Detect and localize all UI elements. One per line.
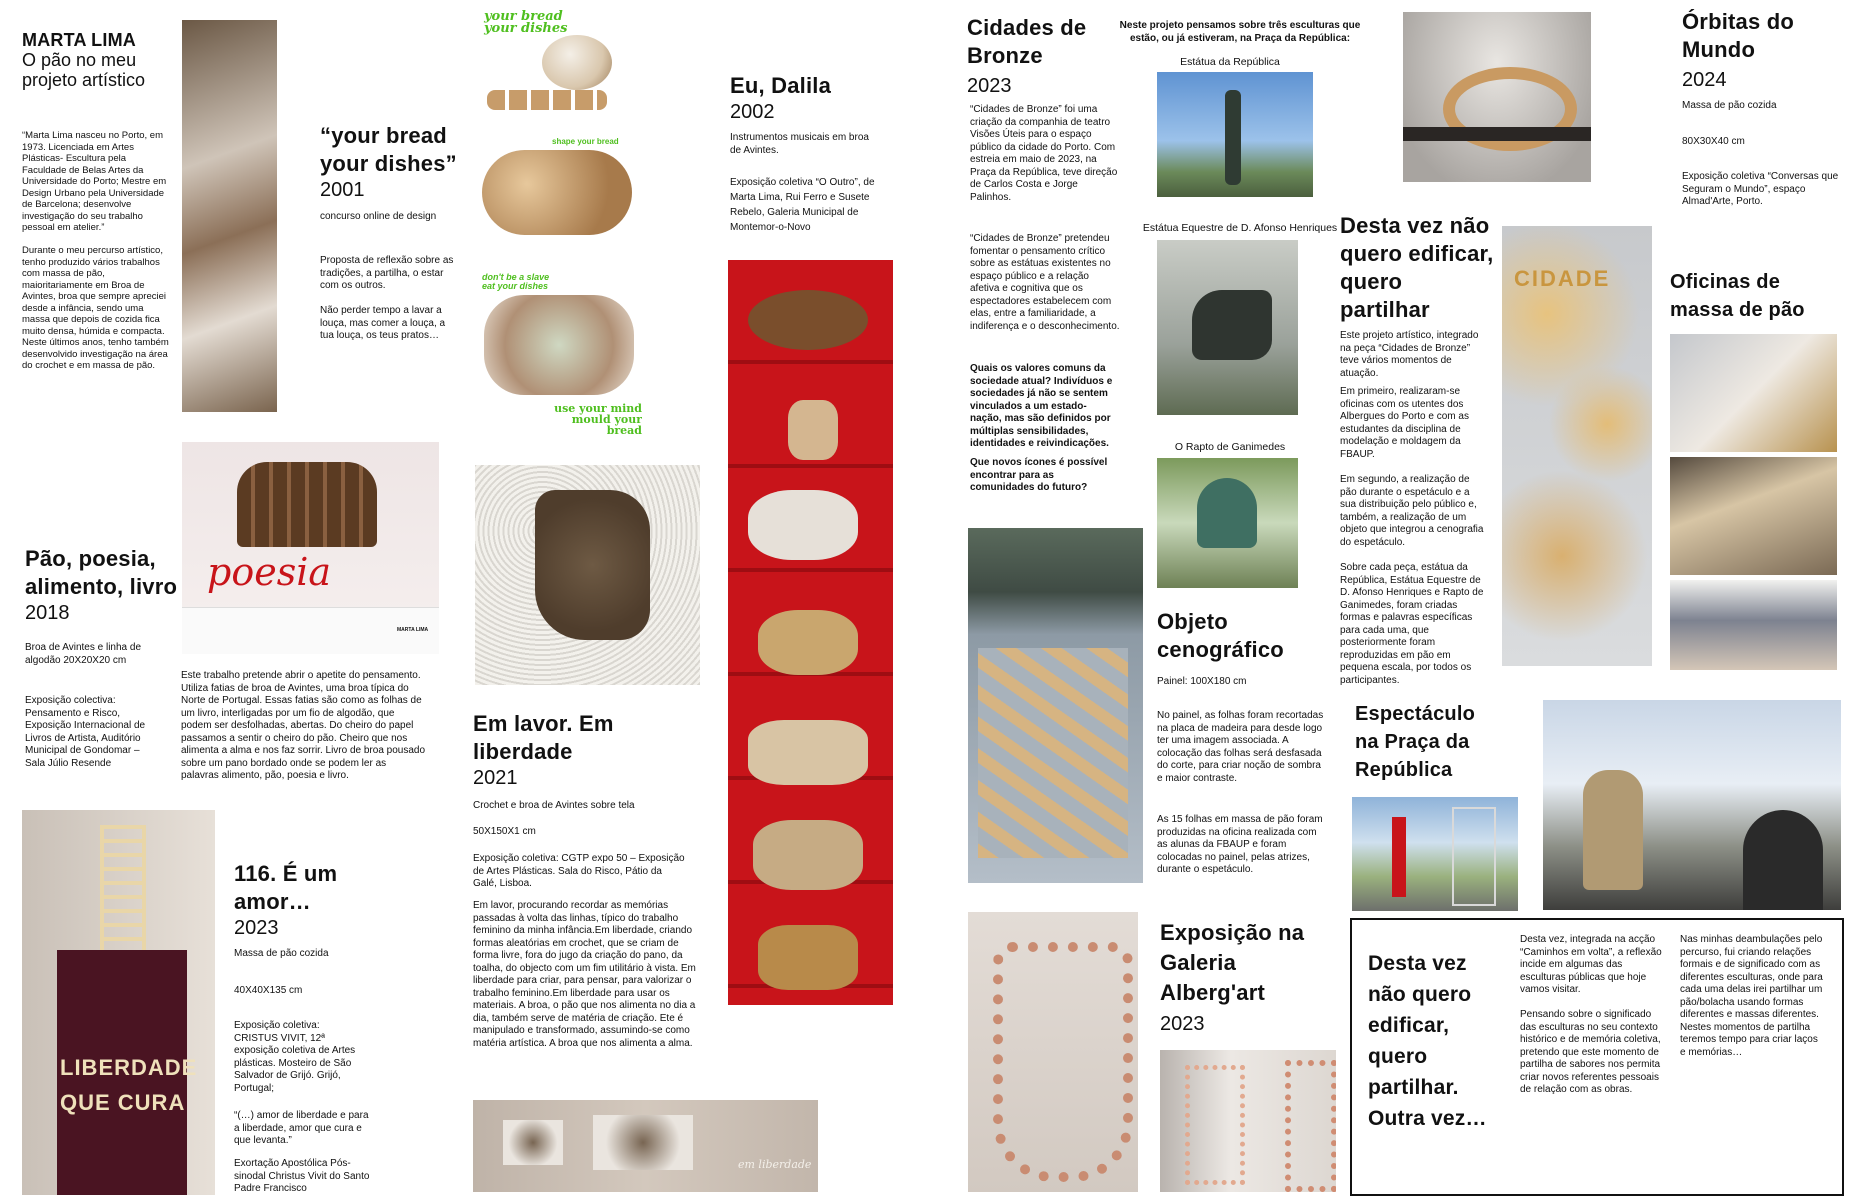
- bread-closeup-photo: [182, 20, 277, 412]
- poesia-img-word: poesia: [207, 550, 332, 594]
- marta-subtitle: O pão no meu projeto artístico: [22, 50, 146, 90]
- partilhar-p2: Em primeiro, realizaram-se oficinas com os utentes dos Albergues do Porto e com as estudantes da disciplina de modelação e moldagem da FBAUP.: [1340, 386, 1469, 460]
- espectaculo-title-block: [1355, 700, 1515, 784]
- partilhar-bread-shapes-photo: [1502, 226, 1652, 666]
- amor-source: Exortação Apostólica Pós-sinodal Christus Vivit do Santo Padre Francisco: [234, 1158, 370, 1194]
- oficinas-title-block: [1670, 268, 1830, 324]
- lavor-text: Em lavor, procurando recordar as memórias passadas à volta das linhas, típico do trabalho feminino da minha infância.Em liberdade, criando formas aleatórias em crochet, que se criam de forma livre, fora do jugo da criação do pano, da toalha, do objecto com um fim utilitário à vista. Em liberdade para criar, para pensar, para valorizar o trabalho feminino.Em liberdade para usar os materiais. A broa, o pão que nos alimenta no dia a dia, também serve de matéria de criação. Ete é manipulado e transformado, assumindo-se como matéria artística. A broa que nos alimenta a alma.: [473, 900, 696, 1049]
- amor-sculpture-photo: [22, 810, 215, 1195]
- author-name: MARTA LIMA: [22, 30, 136, 50]
- caption-estatua-equestre: Estátua Equestre de D. Afonso Henriques: [1142, 222, 1338, 234]
- objeto-workshop-photo: [968, 528, 1143, 883]
- objeto-painel: Painel: 100X180 cm: [1157, 676, 1247, 687]
- poesia-expo: Exposição colectiva: Pensamento e Risco, Exposição Internacional de Livros de Artista, Auditório Municipal de Gondomar – Sala Júlio Resende: [25, 695, 146, 769]
- orbitas-dims: 80X30X40 cm: [1682, 136, 1745, 147]
- dalila-title: Eu, Dalila: [730, 73, 832, 98]
- partilhar-img-word: CIDADE: [1514, 266, 1611, 291]
- amor-title: 116. É um amor…: [234, 861, 338, 914]
- lavor-dims: 50X150X1 cm: [473, 826, 536, 837]
- poesia-title-block: [25, 545, 180, 625]
- yourbread-img-bottom-text: use your mind mould your bread: [554, 402, 642, 437]
- oficinas-photo-3: [1670, 580, 1837, 670]
- cidades-q1: Quais os valores comuns da sociedade atual? Indivíduos e sociedades já não se sentem vinculados a um estado- nação, mas são definidos por múltiplas sensibilidades, identidades e reivindicações.: [970, 363, 1113, 449]
- cidades-title-block: [967, 14, 1107, 98]
- partilhar-p4: Sobre cada peça, estátua da República, Estátua Equestre de D. Afonso Henriques e Rapto de Ganimedes, foram criadas formas e palavras específicas para cada uma, que posteriormente foram reproduzidas em pão em pequena escala, por todos os participantes.: [1340, 562, 1484, 686]
- objeto-p1: No painel, as folhas foram recortadas na placa de madeira para desde logo ter uma imagem associada. A colocação das folhas será desfasada do corte, para criar noção de sombra e maior contraste.: [1157, 710, 1324, 784]
- alberg-title: Exposição na Galeria Alberg'art: [1160, 920, 1305, 1005]
- yourbread-img-top-text: your bread your dishes: [484, 9, 568, 36]
- partilhar-title-block: [1340, 212, 1510, 324]
- amor-dims: 40X40X135 cm: [234, 985, 303, 996]
- lavor-crochet-photo: [475, 465, 700, 685]
- yourbread-text: Proposta de reflexão sobre as tradições, a partilha, o estar com os outros. Não perder tempo a lavar a louça, mas comer a louça, a tua louça, os teus pratos…: [320, 255, 454, 341]
- poesia-book-photo: [182, 442, 439, 654]
- objeto-p2: As 15 folhas em massa de pão foram produzidas na oficina realizada com as alunas da FBAUP e foram colocadas no painel, pelas atrizes, durante o espetáculo.: [1157, 814, 1323, 875]
- amor-img-word2: QUE CURA: [60, 1090, 186, 1115]
- marta-title-block: [22, 30, 172, 90]
- espectaculo-scaffold-photo: [1352, 797, 1518, 911]
- dalila-text: Instrumentos musicais em broa de Avintes.: [730, 132, 869, 156]
- caption-estatua-republica: Estátua da República: [1180, 56, 1280, 68]
- lavor-material: Crochet e broa de Avintes sobre tela: [473, 800, 635, 811]
- marta-bio: “Marta Lima nasceu no Porto, em 1973. Licenciada em Artes Plásticas- Escultura pela Faculdade de Belas Artes da Universidade do Porto; Mestre em Design Urbano pela Universidade de Barcelona; desenvolve investigação do seu trabalho pessoal em atelier.” Durante o meu percurso artístico, tenho produzido vários trabalhos com massa de pão, maioritariamente em Broa de Avintes, broa que sempre apreciei desde a infância, sendo uma massa que depois de cozida fica muito densa, húmida e compacta. Neste últimos anos, tenho também desenvolvido investigação na área do crochet e em massa de pão.: [22, 130, 169, 371]
- poesia-year: 2018: [25, 602, 70, 624]
- lavor-img-word: em liberdade: [738, 1158, 812, 1171]
- outravez-title: Desta vez não quero edificar, quero partilhar. Outra vez…: [1368, 952, 1487, 1130]
- amor-year: 2023: [234, 917, 279, 939]
- amor-expo: Exposição coletiva: CRISTUS VIVIT, 12ª exposição coletiva de Artes plásticas. Mosteiro de São Salvador de Grijó. Grijó, Portugal;: [234, 1020, 356, 1094]
- dalila-year: 2002: [730, 101, 775, 123]
- rapto-ganimedes-photo: [1157, 458, 1298, 588]
- orbitas-year: 2024: [1682, 69, 1727, 91]
- lavor-title-block: [473, 710, 673, 790]
- cidades-p1: “Cidades de Bronze” foi uma criação da companhia de teatro Visões Úteis para o espaço público da cidade do Porto. Com estreia em maio de 2023, na Praça da República, teve direção de Carlos Costa e Jorge Palinhos.: [970, 104, 1118, 203]
- yourbread-title-block: [320, 122, 480, 202]
- yourbread-year: 2001: [320, 179, 365, 201]
- outravez-col1: Desta vez, integrada na acção “Caminhos em volta”, a reflexão incide em algumas das esculturas públicas que hoje vamos visitar. Pensando sobre o significado das esculturas no seu contexto histórico e de memória coletiva, pretendo que este momento de partilha de sabores nos permita criar novos referentes pessoais de relação com as obras.: [1520, 934, 1662, 1095]
- poesia-text: Este trabalho pretende abrir o apetite do pensamento. Utiliza fatias de broa de Avintes, uma broa típica do Norte de Portugal. Essas fatias são como as folhas de um livro, interligadas por um fio de algodão, que podem ser desfolhadas, abertas. Do cheiro do papel passamos a sentir o cheiro do pão. Cheiro que nos alimenta a alma e nos faz sorrir. Livro de broa pousado sobre um pano bordado onde se podem ler as palavras alimento, pão, poesia e livro.: [181, 670, 426, 781]
- partilhar-p1: Este projeto artístico, integrado na peça “Cidades de Bronze” teve vários momentos de atuação.: [1340, 330, 1479, 379]
- amor-title-block: [234, 860, 384, 940]
- objeto-title-block: [1157, 608, 1327, 664]
- cidades-q2: Que novos ícones é possível encontrar para as comunidades do futuro?: [970, 457, 1108, 493]
- lavor-title: Em lavor. Em liberdade: [473, 711, 614, 764]
- poesia-title: Pão, poesia, alimento, livro: [25, 546, 178, 599]
- outravez-title-block: [1368, 948, 1508, 1134]
- lavor-canvas-photo: [473, 1100, 818, 1192]
- yourbread-title: “your bread your dishes”: [320, 123, 457, 176]
- cidades-title: Cidades de Bronze: [967, 15, 1087, 68]
- partilhar-title: Desta vez não quero edificar, quero partilhar: [1340, 213, 1494, 322]
- dalila-expo: Exposição coletiva “O Outro”, de Marta Lima, Rui Ferro e Susete Rebelo, Galeria Municipal de Montemor-o-Novo: [730, 177, 875, 233]
- amor-img-word1: LIBERDADE: [60, 1055, 198, 1080]
- amor-material: Massa de pão cozida: [234, 948, 329, 959]
- outravez-col2: Nas minhas deambulações pelo percurso, fui criando relações formais e de significado com as diferentes esculturas, onde para cada uma delas irei partilhar um pão/bolacha usando formas diferentes e massas diferentes. Nestes momentos de partilha teremos tempo para criar laços e memórias…: [1680, 934, 1823, 1058]
- alberg-year: 2023: [1160, 1013, 1205, 1035]
- cidades-year: 2023: [967, 75, 1012, 97]
- orbitas-title: Órbitas do Mundo: [1682, 9, 1795, 62]
- poesia-img-label: MARTA LIMA: [397, 627, 429, 633]
- alberg-gallery-photo: [1160, 1050, 1336, 1192]
- espectaculo-crowd-photo: [1543, 700, 1841, 910]
- orbitas-sculpture-photo: [1403, 12, 1591, 182]
- esculturas-intro: Neste projeto pensamos sobre três esculturas que estão, ou já estiveram, na Praça da República:: [1119, 20, 1361, 44]
- alberg-title-block: [1160, 918, 1330, 1036]
- estatua-republica-photo: [1157, 72, 1313, 197]
- orbitas-expo: Exposição coletiva “Conversas que Seguram o Mundo”, espaço Almad'Arte, Porto.: [1682, 171, 1839, 207]
- yourbread-collage: [472, 5, 642, 440]
- dalila-title-block: [730, 72, 890, 124]
- yourbread-img-mid-text: shape your bread: [552, 137, 619, 146]
- yourbread-img-low-text: don't be a slave eat your dishes: [482, 272, 550, 291]
- alberg-bread-sculpture-photo: [968, 912, 1138, 1192]
- espectaculo-title: Espectáculo na Praça da República: [1355, 703, 1476, 781]
- oficinas-photo-1: [1670, 334, 1837, 452]
- objeto-title: Objeto cenográfico: [1157, 609, 1284, 662]
- oficinas-title: Oficinas de massa de pão: [1670, 271, 1805, 321]
- partilhar-p3: Em segundo, a realização de pão durante o espetáculo e a sua distribuição pelo público e, também, a realização de um objeto que integrou a cenografia do espetáculo.: [1340, 474, 1484, 548]
- caption-rapto-ganimedes: O Rapto de Ganimedes: [1174, 441, 1286, 453]
- amor-quote: “(…) amor de liberdade e para a liberdade, amor que cura e que levanta.”: [234, 1110, 369, 1146]
- dalila-instruments-photo: [728, 260, 893, 1005]
- orbitas-title-block: [1682, 8, 1842, 92]
- lavor-expo: Exposição coletiva: CGTP expo 50 – Exposição de Artes Plásticas. Sala do Risco, Pátio da Galé, Lisboa.: [473, 853, 685, 889]
- cidades-p2: “Cidades de Bronze” pretendeu fomentar o pensamento crítico sobre as estátuas existentes no espaço público e a relação afetiva e cognitiva que os espectadores estabelecem com elas, entre a familiaridade, a indiferença e o desconhecimento.: [970, 233, 1120, 332]
- oficinas-photo-2: [1670, 457, 1837, 575]
- lavor-year: 2021: [473, 767, 518, 789]
- estatua-equestre-photo: [1157, 240, 1298, 415]
- yourbread-contest: concurso online de design: [320, 211, 437, 222]
- poesia-material: Broa de Avintes e linha de algodão 20X20X20 cm: [25, 642, 142, 666]
- orbitas-material: Massa de pão cozida: [1682, 100, 1777, 111]
